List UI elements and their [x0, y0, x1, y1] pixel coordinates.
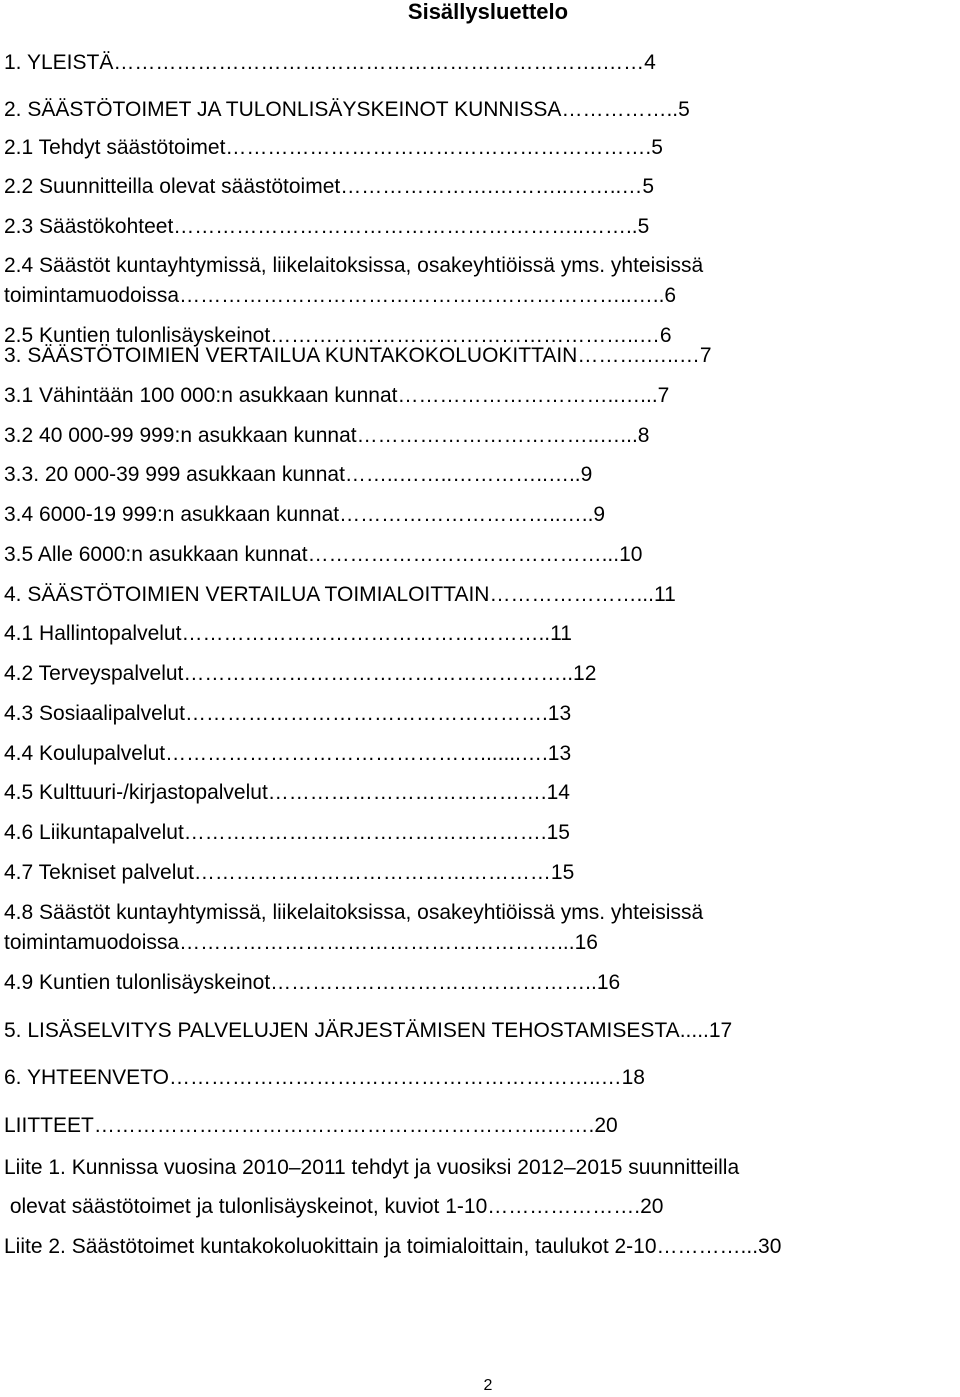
toc-entry-liite-1[interactable]: Liite 1. Kunnissa vuosina 2010–2011 tehdyt ja vuosiksi 2012–2015 suunnitteilla	[4, 1156, 740, 1179]
toc-entry-3-4[interactable]: 3.4 6000-19 999:n asukkaan kunnat…………………………..…..9	[4, 503, 606, 526]
toc-entry-2-5[interactable]: 2.5 Kuntien tulonlisäyskeinot……………………………………………..…6	[4, 324, 672, 347]
toc-entry-2-4[interactable]: 2.4 Säästöt kuntayhtymissä, liikelaitoksissa, osakeyhtiöissä yms. yhteisissä	[4, 254, 704, 277]
toc-entry-liitteet[interactable]: LIITTEET………………………………………………………..…….20	[4, 1114, 618, 1137]
toc-entry-4-2[interactable]: 4.2 Terveyspalvelut………………………………………………..12	[4, 662, 597, 685]
toc-entry-3-2[interactable]: 3.2 40 000-99 999:n asukkaan kunnat……………………………..…...8	[4, 424, 650, 447]
toc-entry-3[interactable]: 3. SÄÄSTÖTOIMIEN VERTAILUA KUNTAKOKOLUOKITTAIN……….…..…7	[4, 344, 712, 367]
toc-entry-4-5[interactable]: 4.5 Kulttuuri-/kirjastopalvelut………………………………….14	[4, 781, 570, 804]
page-number: 2	[483, 1377, 493, 1394]
toc-entry-2[interactable]: 2. SÄÄSTÖTOIMET JA TULONLISÄYSKEINOT KUNNISSA……………..5	[4, 98, 690, 121]
toc-entry-2-1[interactable]: 2.1 Tehdyt säästötoimet…………………………………………………….5	[4, 136, 663, 159]
toc-entry-2-2[interactable]: 2.2 Suunnitteilla olevat säästötoimet………………….………..……..…5	[4, 175, 655, 198]
toc-entry-6[interactable]: 6. YHTEENVETO……………………………………………………..…18	[4, 1066, 645, 1089]
toc-entry-3-5[interactable]: 3.5 Alle 6000:n asukkaan kunnat……………………………………...10	[4, 543, 643, 566]
page-title: Sisällysluettelo	[407, 0, 569, 24]
toc-entry-3-1[interactable]: 3.1 Vähintään 100 000:n asukkaan kunnat…………………………..…...7	[4, 384, 670, 407]
toc-entry-4-8-cont[interactable]: toimintamuodoissa………………………………………………...16	[4, 931, 598, 954]
toc-entry-3-3[interactable]: 3.3. 20 000-39 999 asukkaan kunnat……..……..…………..…..9	[4, 463, 593, 486]
toc-entry-4-7[interactable]: 4.7 Tekniset palvelut……………………………………………15	[4, 861, 575, 884]
toc-entry-4-4[interactable]: 4.4 Koulupalvelut……………………………………….......….13	[4, 742, 572, 765]
toc-entry-4-1[interactable]: 4.1 Hallintopalvelut……………………………………………..11	[4, 622, 572, 645]
toc-entry-4-3[interactable]: 4.3 Sosiaalipalvelut…………………………………………….13	[4, 702, 572, 725]
toc-entry-4-9[interactable]: 4.9 Kuntien tulonlisäyskeinot………………………………………..16	[4, 971, 621, 994]
toc-entry-1[interactable]: 1. YLEISTÄ…………………………………………………………….……4	[4, 51, 656, 74]
toc-entry-2-3[interactable]: 2.3 Säästökohteet…………………………………………………..……..5	[4, 215, 650, 238]
toc-entry-4-6[interactable]: 4.6 Liikuntapalvelut…………………………………………….15	[4, 821, 570, 844]
toc-entry-2-4-cont[interactable]: toimintamuodoissa………………………………………………………..…..6	[4, 284, 677, 307]
toc-entry-liite-1-cont[interactable]: olevat säästötoimet ja tulonlisäyskeinot, kuviot 1-10………………….20	[4, 1195, 664, 1218]
toc-entry-5[interactable]: 5. LISÄSELVITYS PALVELUJEN JÄRJESTÄMISEN TEHOSTAMISESTA.....17	[4, 1019, 733, 1042]
toc-entry-4[interactable]: 4. SÄÄSTÖTOIMIEN VERTAILUA TOIMIALOITTAIN…………………...11	[4, 583, 676, 606]
toc-entry-liite-2[interactable]: Liite 2. Säästötoimet kuntakokoluokittain ja toimialoittain, taulukot 2-10…………...30	[4, 1235, 782, 1258]
toc-entry-4-8[interactable]: 4.8 Säästöt kuntayhtymissä, liikelaitoksissa, osakeyhtiöissä yms. yhteisissä	[4, 901, 704, 924]
